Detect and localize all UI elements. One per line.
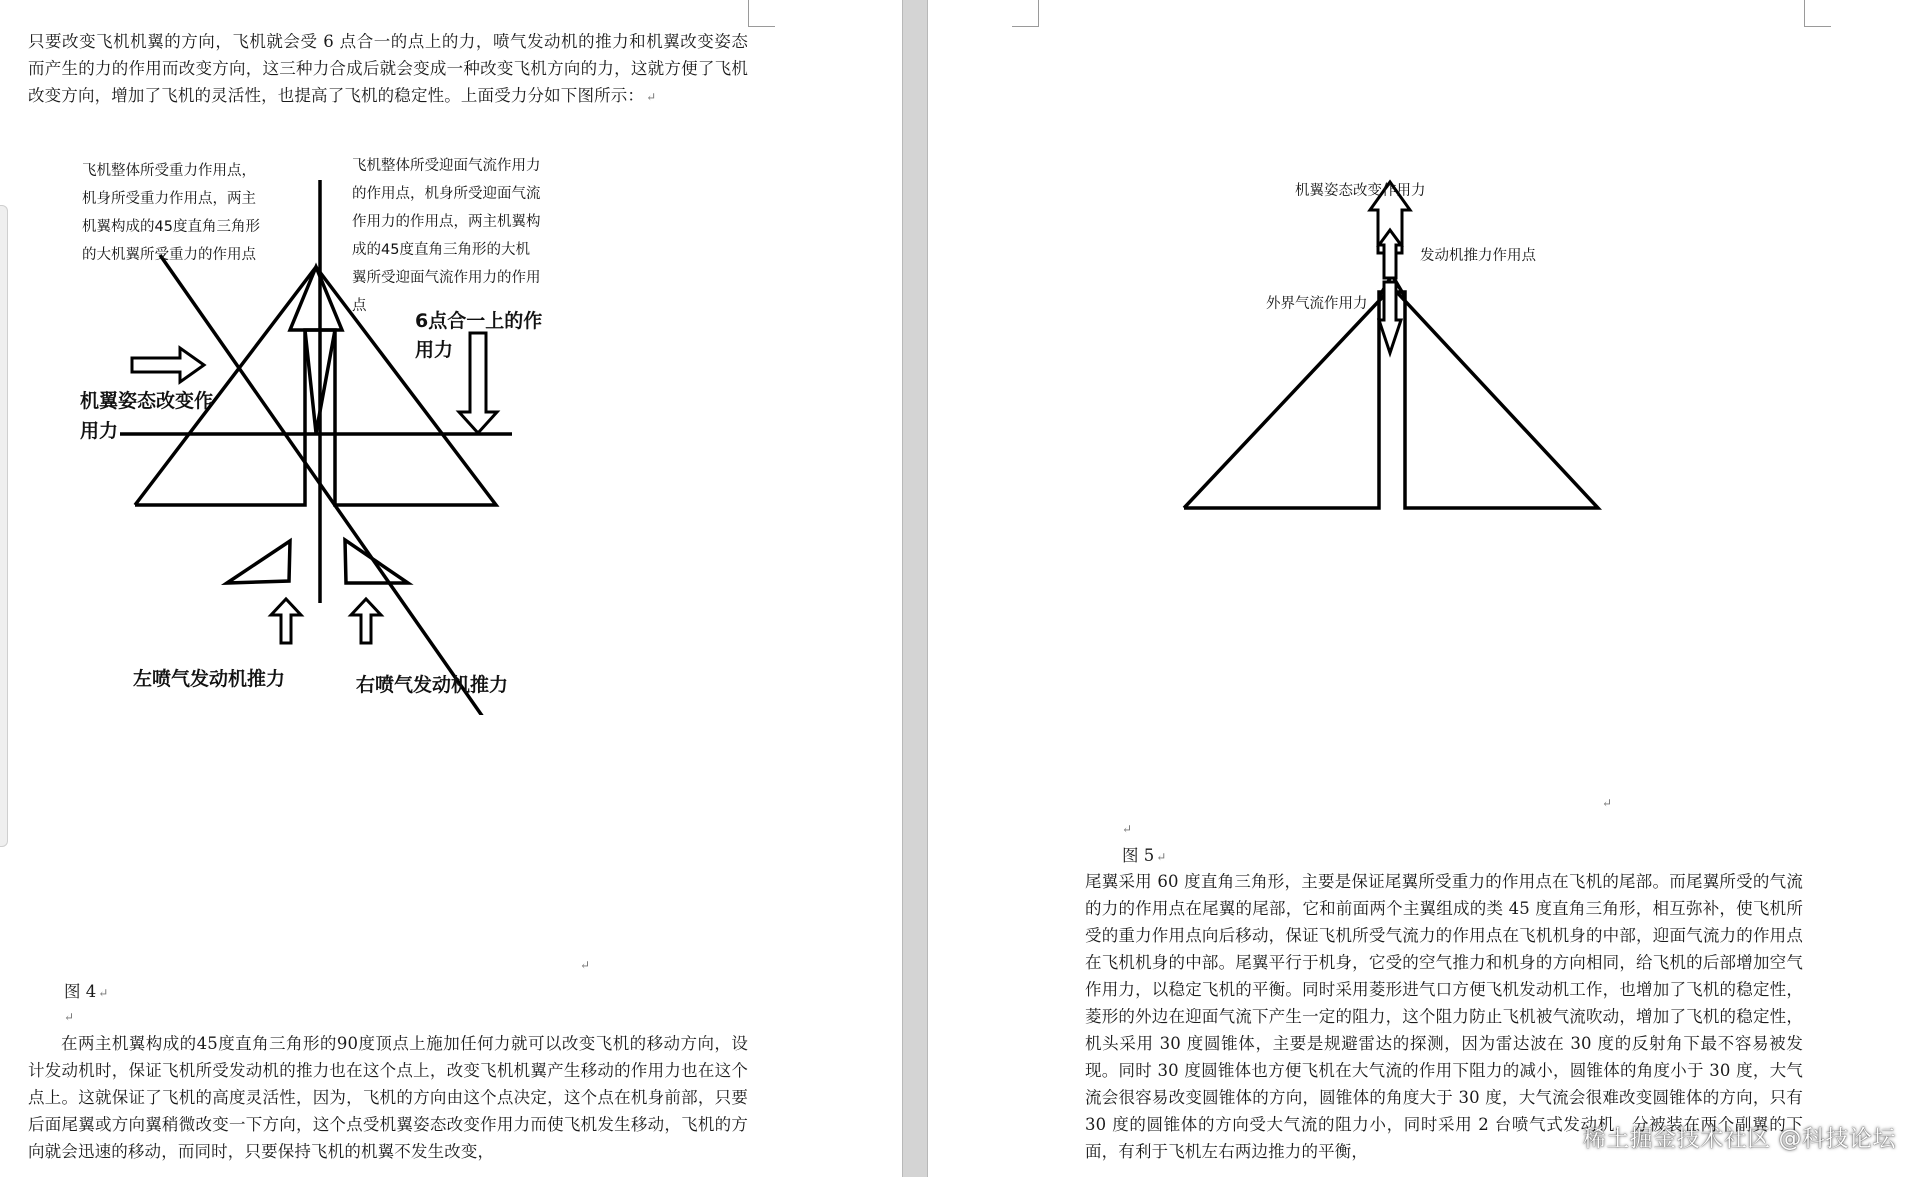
wing-attitude-force-label: 机翼姿态改变作 用力: [80, 390, 214, 442]
figure-5-svg: [1148, 170, 1648, 530]
document-page-left: [0, 0, 902, 1177]
nose-cone: [290, 267, 342, 330]
down-arrow-icon: [459, 333, 497, 433]
body-paragraph-left-text: 在两主机翼构成的45度直角三角形的90度顶点上施加任何力就可以改变飞机的移动方向，设计发动机时，保证飞机所受发动机的推力也在这个点上，改变飞机机翼产生移动的作用力也在这个点上。这就保证了飞机的高度灵活性，因为，飞机的方向由这个点决定，这个点在机身前部，只要后面尾翼或方向翼稍微改变一下方向，这个点受机翼姿态改变作用力而使飞机发生移动，飞机的方向就会迅速的移动，而同时，只要保持飞机的机翼不发生改变，: [28, 1034, 748, 1161]
paragraph-mark: ↵: [98, 986, 109, 1000]
page-gutter: [902, 0, 928, 1177]
gravity-point-label: 飞机整体所受重力作用点， 机身所受重力作用点，两主 机翼构成的45度直角三角形 的大机翼所受重力的作用点: [82, 163, 260, 263]
paragraph-mark: ↵: [1602, 796, 1613, 810]
figure-5-caption: [1122, 842, 1166, 866]
right-engine-thrust-label: 右喷气发动机推力: [356, 674, 509, 696]
crop-mark-top-left: [1012, 0, 1039, 27]
body-paragraph-left: [28, 1030, 748, 1165]
right-tail-triangle: [345, 540, 408, 583]
airflow-point-label: 飞机整体所受迎面气流作用力 的作用点，机身所受迎面气流 作用力的作用点，两主机翼构 成的45度直角三角形的大机 翼所受迎面气流作用力的作用 点: [352, 158, 541, 314]
figure-4-caption: [64, 978, 108, 1002]
crop-mark-top-right: [1804, 0, 1831, 27]
paragraph-mark: ↵: [1122, 822, 1133, 836]
figure-4-svg: [60, 155, 580, 715]
intro-paragraph: [28, 28, 748, 111]
crop-mark-top-right: [748, 0, 775, 27]
paragraph-mark: ↵: [1156, 850, 1167, 864]
figure-5-diagram: [1148, 170, 1648, 530]
figure-5-caption-text: 图 5: [1122, 846, 1155, 865]
figure-4-diagram: [60, 155, 580, 715]
external-airflow-force-label: 外界气流作用力: [1266, 296, 1368, 312]
paragraph-mark: ↵: [64, 1010, 75, 1024]
figure-4-caption-text: 图 4: [64, 982, 97, 1001]
intro-paragraph-text: 只要改变飞机机翼的方向，飞机就会受 6 点合一的点上的力，喷气发动机的推力和机翼改变姿态而产生的力的作用而改变方向，这三种力合成后就会变成一种改变飞机方向的力，这就方便了飞机改变方向，增加了飞机的灵活性，也提高了飞机的稳定性。上面受力分如下图所示：: [28, 32, 748, 105]
right-arrow-icon: [132, 348, 204, 382]
paragraph-mark: ↵: [646, 90, 657, 104]
document-page-right: [928, 0, 1922, 1177]
engine-thrust-point-label: 发动机推力作用点: [1420, 248, 1536, 264]
left-engine-thrust-label: 左喷气发动机推力: [133, 668, 286, 690]
main-wing-triangle: [135, 267, 496, 505]
up-arrow-right-icon: [351, 599, 381, 643]
left-tail-triangle: [227, 541, 290, 583]
up-arrow-left-icon: [271, 599, 301, 643]
side-panel-tab[interactable]: [0, 205, 8, 847]
wing-attitude-force-label: 机翼姿态改变作用力: [1295, 183, 1426, 199]
six-point-force-label: 6点合一上的作 用力: [415, 310, 543, 361]
body-paragraph-right-text: 尾翼采用 60 度直角三角形，主要是保证尾翼所受重力的作用点在飞机的尾部。而尾翼所受的气流的力的作用点在尾翼的尾部，它和前面两个主翼组成的类 45 度直角三角形，相互弥补，使飞机所受的重力作用点向后移动，保证飞机所受气流力的作用点在飞机机身的中部，迎面气流力的作用点在飞机机身的中部。尾翼平行于机身，它受的空气推力和机身的方向相同，给飞机的后部增加空气作用力，以稳定飞机的平衡。同时采用菱形进气口方便飞机发动机工作，也增加了飞机的稳定性，菱形的外边在迎面气流下产生一定的阻力，这个阻力防止飞机被气流吹动，增加了飞机的稳定性，机头采用 30 度圆锥体，主要是规避雷达的探测，因为雷达波在 30 度的反射角下最不容易被发现。同时 30 度圆锥体也方便飞机在大气流的作用下阻力的减小，圆锥体的角度小于 30 度，大气流会很容易改变圆锥体的方向，圆锥体的角度大于 30 度，大气流会很难改变圆锥体的方向，只有 30 度的圆锥体的方向受大气流的阻力小，同时采用 2 台喷气式发动机，分被装在两个副翼的下面，有利于飞机左右两边推力的平衡，: [1085, 872, 1803, 1161]
paragraph-mark: ↵: [580, 958, 591, 972]
watermark: 稀土掘金技术社区 @科技论坛: [1582, 1126, 1896, 1152]
